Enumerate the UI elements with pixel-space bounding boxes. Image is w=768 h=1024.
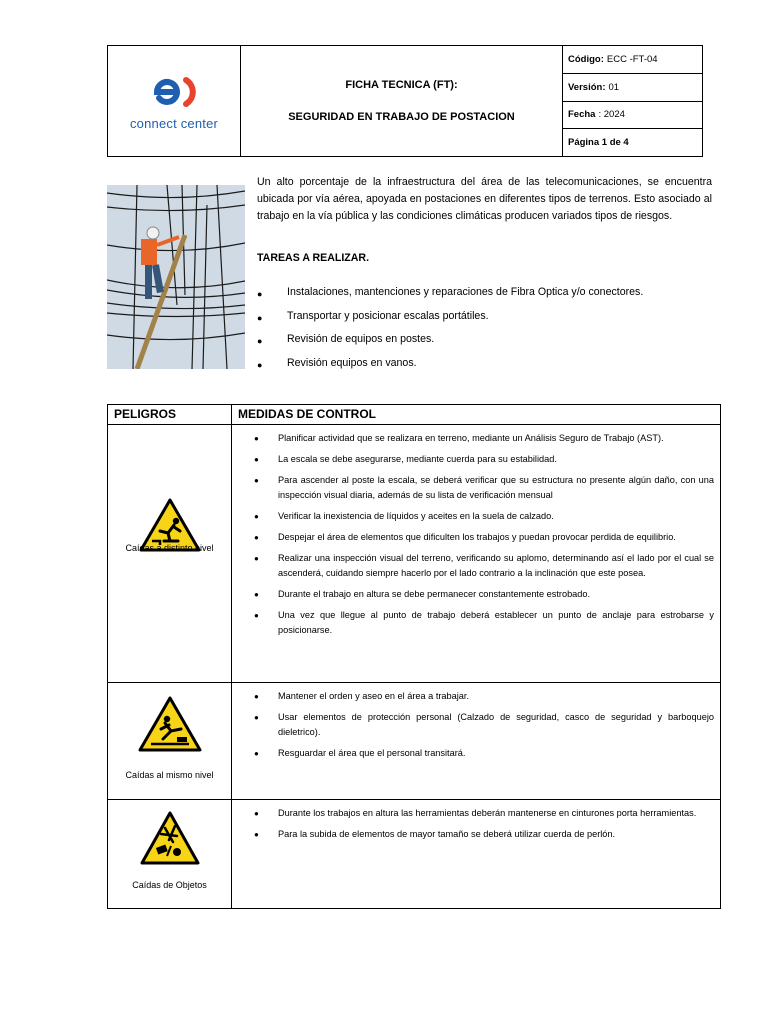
company-logo-icon (146, 72, 202, 112)
logo-cell (108, 46, 241, 156)
hazard-cell (108, 800, 232, 909)
list-item: ● Usar elementos de protección personal (Calzado de seguridad, casco de seguridad y barboquejo dieletrico). (254, 710, 714, 740)
table-row (108, 425, 720, 683)
intro-paragraph: Un alto porcentaje de la infraestructura del área de las telecomunicaciones, se encuentra ubicada por vía aérea, apoyada en postaciones en diferentes tipos de terrenos. Esto asociado al trabajo en la vía pública y las condiciones climáticas producen variados tipos de riesgos. (257, 176, 712, 222)
table-header (108, 405, 720, 425)
measures-cell (232, 800, 720, 909)
measures-cell (232, 425, 720, 682)
document-meta (563, 46, 702, 156)
table-row (108, 800, 720, 909)
header-control-measures: MEDIDAS DE CONTROL (238, 407, 376, 421)
bullet-icon: ● (254, 512, 259, 521)
meta-version: Versión: 01 (563, 74, 702, 102)
bullet-icon: ● (254, 749, 259, 758)
bullet-icon: ● (254, 692, 259, 701)
hazard-label: Caídas a distinto nivel (125, 543, 214, 553)
hazard-cell (108, 425, 232, 682)
list-item: ● Revisión de equipos en postes. (257, 333, 643, 357)
list-item: ● Verificar la inexistencia de líquidos y aceites en la suela de calzado. (254, 509, 714, 524)
list-item: ● Durante el trabajo en altura se debe permanecer constantemente estrobado. (254, 587, 714, 602)
meta-date: Fecha : 2024 (563, 102, 702, 130)
list-item: ● Transportar y posicionar escalas portátiles. (257, 310, 643, 334)
meta-code: Código: ECC -FT-04 (563, 46, 702, 74)
trip-hazard-warning-icon (137, 695, 203, 753)
list-item: ● Para la subida de elementos de mayor tamaño se deberá utilizar cuerda de perlón. (254, 827, 714, 842)
bullet-icon: ● (257, 359, 263, 370)
bullet-icon: ● (254, 590, 259, 599)
title-line-2: SEGURIDAD EN TRABAJO DE POSTACION (288, 111, 515, 123)
document-title (241, 46, 563, 156)
logo-text: connect center (129, 115, 219, 131)
list-item: ● Despejar el área de elementos que dificulten los trabajos y puedan provocar perdida de equilibrio. (254, 530, 714, 545)
bullet-icon: ● (254, 809, 259, 818)
bullet-icon: ● (254, 611, 259, 620)
measures-cell (232, 683, 720, 799)
list-item: ● Durante los trabajos en altura las herramientas deberán mantenerse en cinturones porta herramientas. (254, 806, 714, 821)
bullet-icon: ● (254, 554, 259, 563)
falling-objects-warning-icon (139, 810, 201, 866)
list-item: ● Mantener el orden y aseo en el área a trabajar. (254, 689, 714, 704)
list-item: ● Para ascender al poste la escala, se deberá verificar que su estructura no presente algún daño, con una inspección visual diaria, además de su lista de verificación mensual (254, 473, 714, 503)
bullet-icon: ● (257, 289, 263, 299)
list-item: ● Una vez que llegue al punto de trabajo deberá establecer un punto de anclaje para estrobarse y posicionarse. (254, 608, 714, 638)
list-item: ● Resguardar el área que el personal transitará. (254, 746, 714, 761)
tasks-list (257, 286, 643, 380)
hazard-cell (108, 683, 232, 799)
list-item: ● Revisión equipos en vanos. (257, 357, 643, 381)
list-item: ● Instalaciones, mantenciones y reparaciones de Fibra Optica y/o conectores. (257, 286, 643, 310)
table-row (108, 683, 720, 800)
meta-page: Página 1 de 4 (568, 137, 629, 149)
list-item: ● Realizar una inspección visual del terreno, verificando su aplomo, determinando así el lado por el cual se ascenderá, cuidando siempre hacerlo por el lado contrario a la inclinación que este posea. (254, 551, 714, 581)
bullet-icon: ● (254, 830, 259, 839)
header-hazards: PELIGROS (108, 405, 232, 424)
hazard-label: Caídas de Objetos (132, 880, 207, 890)
hazard-label: Caídas al mismo nivel (125, 770, 214, 780)
bullet-icon: ● (254, 713, 259, 722)
bullet-icon: ● (254, 533, 259, 542)
bullet-icon: ● (257, 312, 263, 323)
bullet-icon: ● (254, 434, 259, 443)
lineman-photo (107, 185, 245, 369)
document-header (107, 45, 703, 157)
hazards-table (107, 404, 721, 909)
list-item: ● Planificar actividad que se realizara en terreno, mediante un Análisis Seguro de Trabajo (AST). (254, 431, 714, 446)
bullet-icon: ● (254, 476, 259, 485)
tasks-heading: TAREAS A REALIZAR. (257, 252, 370, 264)
bullet-icon: ● (254, 455, 259, 464)
list-item: ● La escala se debe asegurarse, mediante cuerda para su estabilidad. (254, 452, 714, 467)
title-line-1: FICHA TECNICA (FT): (345, 79, 458, 91)
bullet-icon: ● (257, 336, 263, 346)
